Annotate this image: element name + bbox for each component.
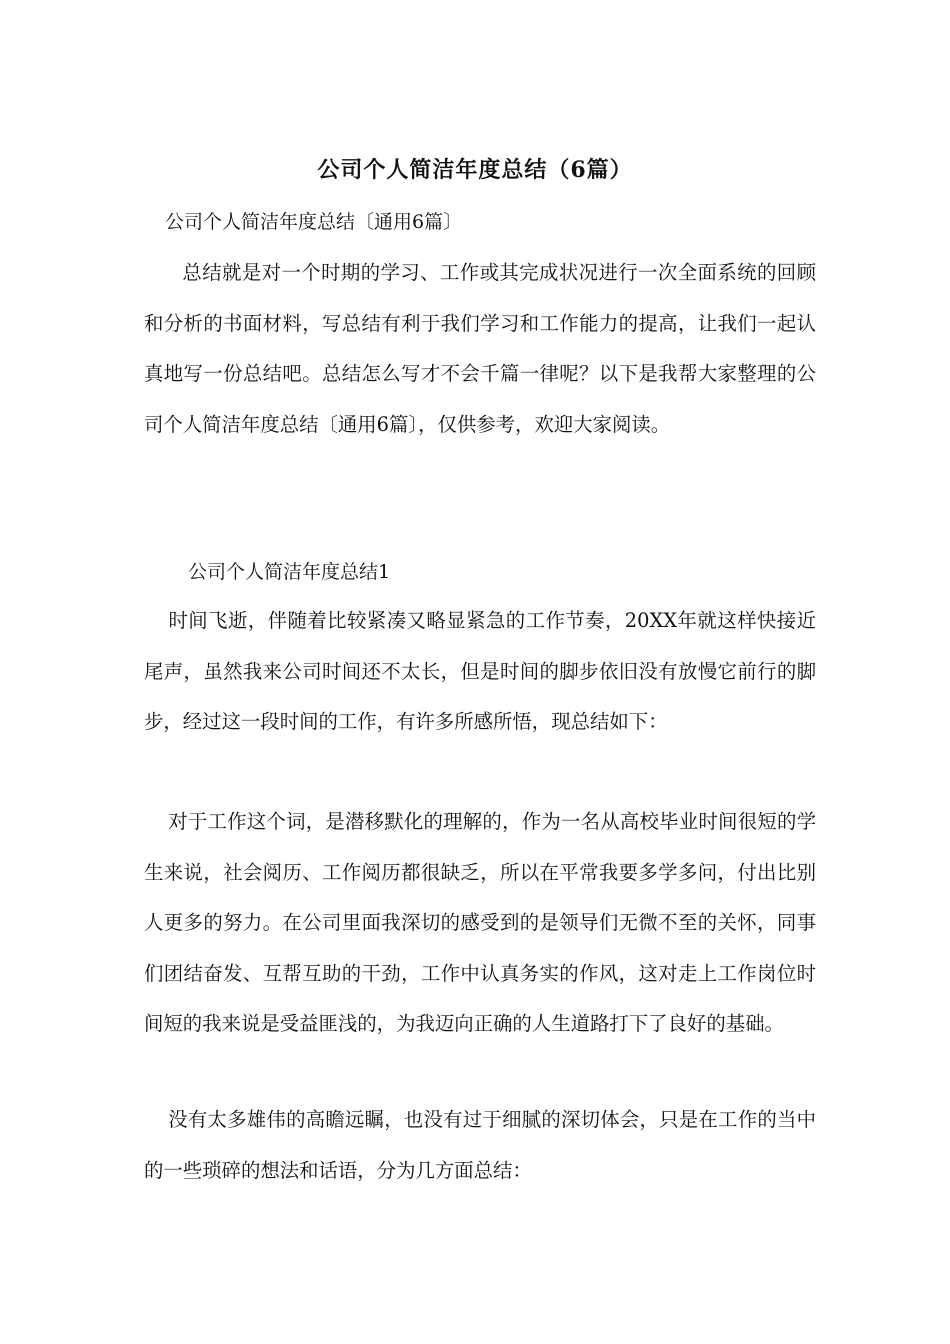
- body-paragraph: [144, 1095, 816, 1196]
- intro-paragraph: [144, 248, 816, 450]
- paragraph-text: 对于工作这个词，是潜移默化的理解的，作为一名从高校毕业时间很短的学生来说，社会阅历、工作阅历都很缺乏，所以在平常我要多学多问，付出比别人更多的努力。在公司里面我深切的感受到的是领导们无微不至的关怀，同事们团结奋发、互帮互助的干劲，工作中认真务实的作风，这对走上工作岗位时间短的我来说是受益匪浅的，为我迈向正确的人生道路打下了良好的基础。: [144, 810, 816, 1035]
- body-paragraph: [144, 596, 816, 748]
- intro-text: 总结就是对一个时期的学习、工作或其完成状况进行一次全面系统的回顾和分析的书面材料，写总结有利于我们学习和工作能力的提高，让我们一起认真地写一份总结吧。总结怎么写才不会千篇一律呢？以下是我帮大家整理的公司个人简洁年度总结〔通用6篇〕，仅供参考，欢迎大家阅读。: [144, 261, 816, 436]
- body-paragraph: [144, 797, 816, 1050]
- section-heading: 公司个人简洁年度总结1: [188, 561, 391, 583]
- document-subtitle: 公司个人简洁年度总结〔通用6篇〕: [165, 211, 463, 233]
- paragraph-text: 没有太多雄伟的高瞻远瞩，也没有过于细腻的深切体会，只是在工作的当中的一些琐碎的想法和话语，分为几方面总结：: [144, 1108, 816, 1182]
- paragraph-text: 时间飞逝，伴随着比较紧凑又略显紧急的工作节奏，20XX年就这样快接近尾声，虽然我来公司时间还不太长，但是时间的脚步依旧没有放慢它前行的脚步，经过这一段时间的工作，有许多所感所悟，现总结如下：: [144, 609, 816, 733]
- document-title: 公司个人简洁年度总结（6篇）: [317, 157, 633, 183]
